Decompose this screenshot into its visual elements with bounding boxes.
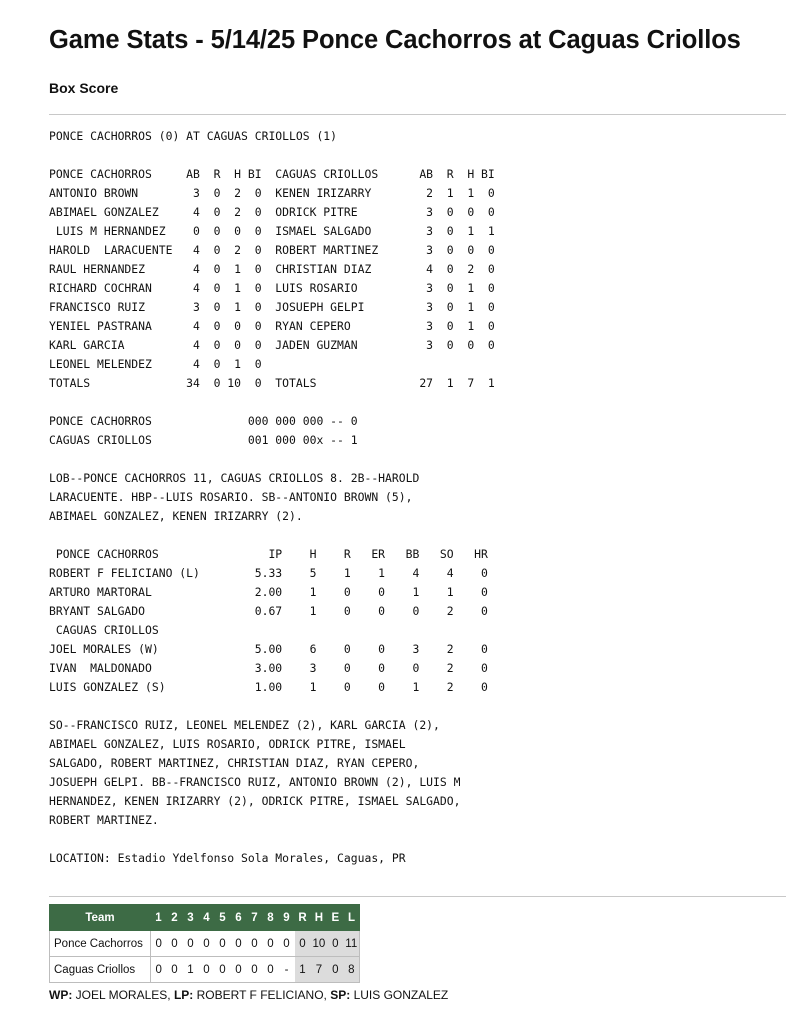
sp-label: SP:: [330, 988, 351, 1002]
team-name: Caguas Criollos: [50, 957, 151, 983]
header-runs: R: [295, 905, 311, 931]
header-errors: E: [327, 905, 343, 931]
header-inning-6: 6: [231, 905, 247, 931]
pitchers-of-record: [49, 988, 448, 1002]
total-runs: 0: [295, 931, 311, 957]
inning-score: 0: [199, 931, 215, 957]
box-score-text: PONCE CACHORROS (0) AT CAGUAS CRIOLLOS (1) PONCE CACHORROS AB R H BI CAGUAS CRIOLLOS AB R H BI ANTONIO BROWN 3 0 2 0 KENEN IRIZARRY 2 1 1 0 ABIMAEL GONZALEZ 4 0 2 0 ODRICK PITRE 3 0 0 0 LUIS M HERNANDEZ 0 0 0 0 ISMAEL SALGADO 3 0 1 1 HAROLD LARACUENTE 4 0 2 0 ROBERT MARTINEZ 3 0 0 0 RAUL HERNANDEZ 4 0 1 0 CHRISTIAN DIAZ 4 0 2 0 RICHARD COCHRAN 4 0 1 0 LUIS ROSARIO 3 0 1 0 FRANCISCO RUIZ 3 0 1 0 JOSUEPH GELPI 3 0 1 0 YENIEL PASTRANA 4 0 0 0 RYAN CEPERO 3 0 1 0 KARL GARCIA 4 0 0 0 JADEN GUZMAN 3 0 0 0 LEONEL MELENDEZ 4 0 1 0 TOTALS 34 0 10 0 TOTALS 27 1 7 1 PONCE CACHORROS 000 000 000 -- 0 CAGUAS CRIOLLOS 001 000 00x -- 1 LOB--PONCE CACHORROS 11, CAGUAS CRIOLLOS 8. 2B--HAROLD LARACUENTE. HBP--LUIS ROSARIO. SB--ANTONIO BROWN (5), ABIMAEL GONZALEZ, KENEN IRIZARRY (2). PONCE CACHORROS IP H R ER BB SO HR ROBERT F FELICIANO (L) 5.33 5 1 1 4 4 0 ARTURO MARTORAL 2.00 1 0 0 1 1 0 BRYANT SALGADO 0.67 1 0 0 0 2 0 CAGUAS CRIOLLOS JOEL MORALES (W) 5.00 6 0 0 3 2 0 IVAN MALDONADO 3.00 3 0 0 0 2 0 LUIS GONZALEZ (S) 1.00 1 0 0 1 2 0 SO--FRANCISCO RUIZ, LEONEL MELENDEZ (2), KARL GARCIA (2), ABIMAEL GONZALEZ, LUIS ROSARIO, ODRICK PITRE, ISMAEL SALGADO, ROBERT MARTINEZ, CHRISTIAN DIAZ, RYAN CEPERO, JOSUEPH GELPI. BB--FRANCISCO RUIZ, ANTONIO BROWN (2), LUIS M HERNANDEZ, KENEN IRIZARRY (2), ODRICK PITRE, ISMAEL SALGADO, ROBERT MARTINEZ. LOCATION: Estadio Ydelfonso Sola Morales, Caguas, PR: [49, 129, 495, 865]
total-hits: 10: [311, 931, 328, 957]
header-hits: H: [311, 905, 328, 931]
header-lob: L: [343, 905, 359, 931]
total-errors: 0: [327, 957, 343, 983]
header-inning-3: 3: [183, 905, 199, 931]
inning-score: 1: [183, 957, 199, 983]
table-row: [50, 957, 360, 983]
inning-score: 0: [151, 931, 167, 957]
header-team: Team: [50, 905, 151, 931]
inning-score: 0: [231, 931, 247, 957]
winning-pitcher: JOEL MORALES: [75, 988, 168, 1002]
divider: [49, 114, 786, 115]
header-inning-8: 8: [263, 905, 279, 931]
inning-score: 0: [167, 957, 183, 983]
page-title: Game Stats - 5/14/25 Ponce Cachorros at Caguas Criollos: [49, 26, 741, 54]
inning-score: 0: [247, 957, 263, 983]
inning-score: 0: [279, 931, 295, 957]
inning-score: 0: [215, 931, 231, 957]
wp-label: WP:: [49, 988, 73, 1002]
inning-score: 0: [183, 931, 199, 957]
inning-score: 0: [151, 957, 167, 983]
inning-score: 0: [231, 957, 247, 983]
inning-score: 0: [167, 931, 183, 957]
inning-score: 0: [263, 957, 279, 983]
linescore-table: [49, 904, 360, 983]
total-lob: 8: [343, 957, 359, 983]
inning-score: 0: [215, 957, 231, 983]
table-row: [50, 931, 360, 957]
header-inning-5: 5: [215, 905, 231, 931]
total-hits: 7: [311, 957, 328, 983]
separator: ,: [167, 988, 174, 1002]
separator: ,: [323, 988, 331, 1002]
header-inning-9: 9: [279, 905, 295, 931]
header-inning-2: 2: [167, 905, 183, 931]
inning-score: 0: [263, 931, 279, 957]
section-title: Box Score: [49, 80, 119, 96]
header-inning-7: 7: [247, 905, 263, 931]
total-lob: 11: [343, 931, 359, 957]
lp-label: LP:: [173, 988, 194, 1002]
linescore-header-row: [50, 905, 360, 931]
inning-score: 0: [247, 931, 263, 957]
divider: [49, 896, 786, 897]
team-name: Ponce Cachorros: [50, 931, 151, 957]
inning-score: 0: [199, 957, 215, 983]
total-runs: 1: [295, 957, 311, 983]
save-pitcher: LUIS GONZALEZ: [353, 988, 449, 1002]
inning-score: -: [279, 957, 295, 983]
total-errors: 0: [327, 931, 343, 957]
losing-pitcher: ROBERT F FELICIANO: [196, 988, 324, 1002]
header-inning-1: 1: [151, 905, 167, 931]
header-inning-4: 4: [199, 905, 215, 931]
